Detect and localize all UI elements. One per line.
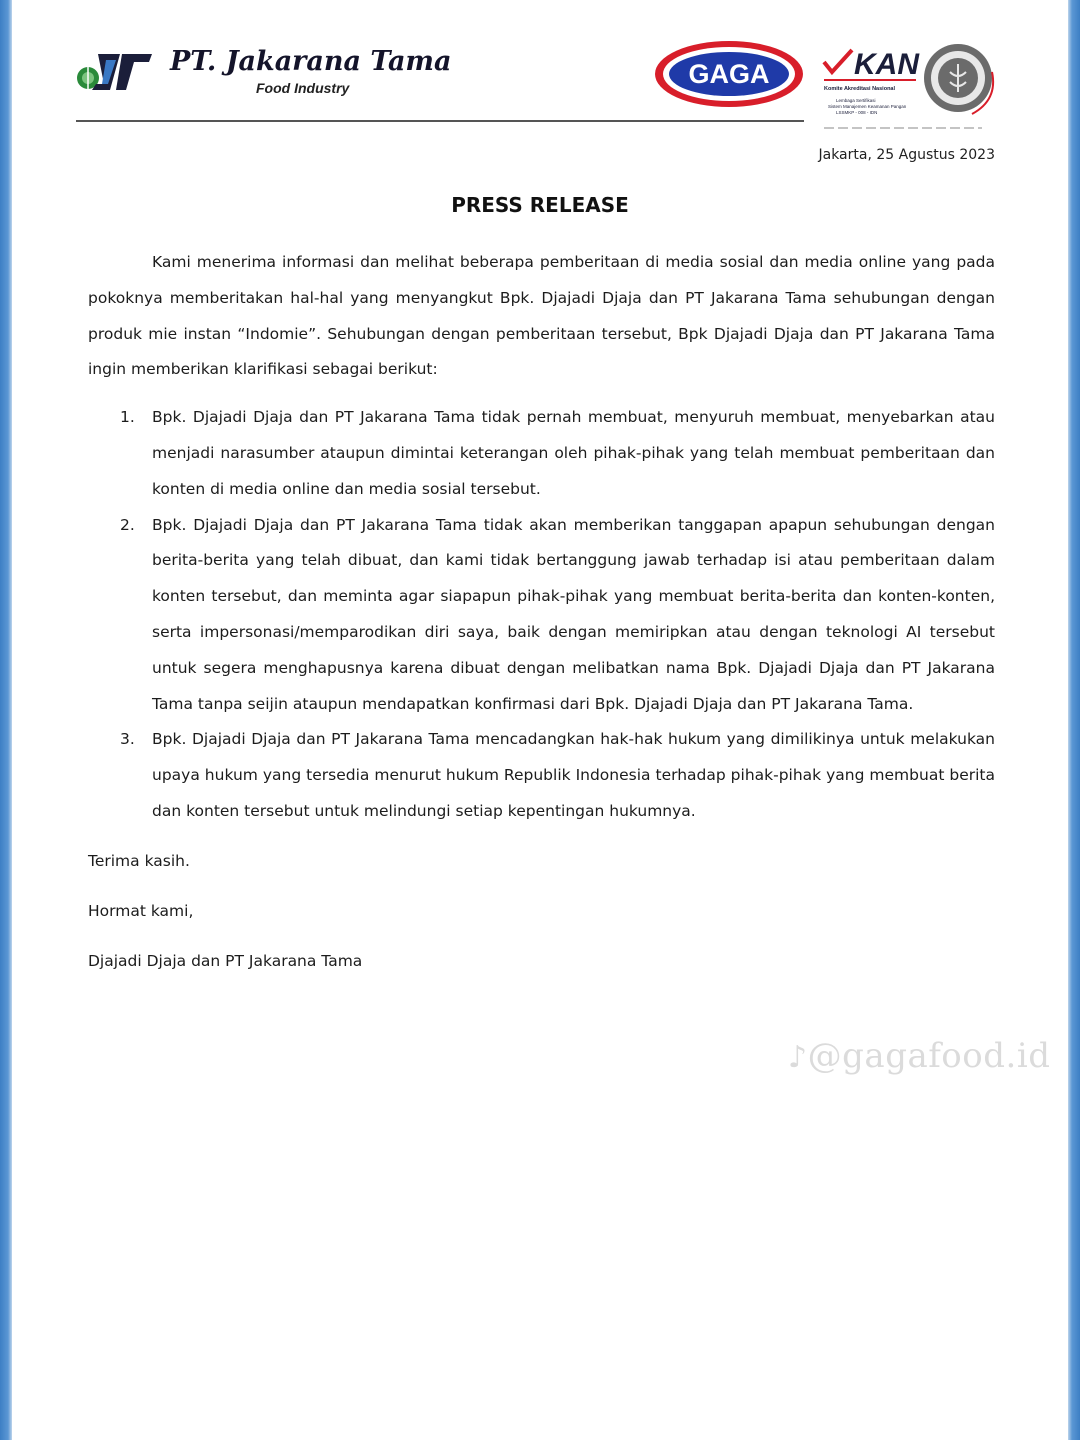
kan-certification-logo (822, 42, 1002, 134)
document-body (88, 245, 995, 830)
jakarana-tama-logo-icon (76, 48, 156, 96)
watermark-handle: @gagafood.id (807, 1036, 1051, 1076)
gaga-logo (652, 38, 806, 110)
letterhead-divider (76, 120, 804, 122)
list-item (88, 508, 995, 723)
list-item-number: 1. (120, 408, 135, 427)
list-item-number: 3. (120, 730, 135, 749)
watermark (788, 1036, 1050, 1076)
document-date: Jakarta, 25 Agustus 2023 (818, 147, 995, 163)
clarification-list (88, 400, 995, 830)
list-item-text: Bpk. Djajadi Djaja dan PT Jakarana Tama tidak pernah membuat, menyuruh membuat, menyebarkan atau menjadi narasumber ataupun dimintai keterangan oleh pihak-pihak yang telah membuat pemberitaan dan konten di media online dan media sosial tersebut. (152, 408, 995, 498)
closing-thanks: Terima kasih. (88, 852, 190, 870)
intro-paragraph: Kami menerima informasi dan melihat beberapa pemberitaan di media sosial dan media online yang pada pokoknya memberitakan hal-hal yang menyangkut Bpk. Djajadi Djaja dan PT Jakarana Tama sehubungan dengan produk mie instan “Indomie”. Sehubungan dengan pemberitaan tersebut, Bpk Djajadi Djaja dan PT Jakarana Tama ingin memberikan klarifikasi sebagai berikut: (88, 253, 995, 379)
kan-logo-text: KAN (854, 48, 919, 81)
kan-cert-line-2: Sistem Manajemen Keamanan Pangan (828, 104, 907, 109)
list-item-text: Bpk. Djajadi Djaja dan PT Jakarana Tama tidak akan memberikan tanggapan apapun sehubungan dengan berita-berita yang telah dibuat, dan kami tidak bertanggung jawab terhadap isi atau pemberitaan dalam konten tersebut, dan meminta agar siapapun pihak-pihak yang membuat berita-berita dan konten-konten, serta impersonasi/memparodikan diri saya, baik dengan memiripkan atau dengan teknologi AI tersebut untuk segera menghapusnya karena dibuat dengan melibatkan nama Bpk. Djajadi Djaja dan PT Jakarana Tama tanpa seijin ataupun mendapatkan konfirmasi dari Bpk. Djajadi Djaja dan PT Jakarana Tama. (152, 515, 995, 713)
list-item (88, 722, 995, 829)
kan-cert-line-1: Lembaga Sertifikasi (836, 98, 876, 103)
list-item-text: Bpk. Djajadi Djaja dan PT Jakarana Tama mencadangkan hak-hak hukum yang dimilikinya untuk melakukan upaya hukum yang tersedia menurut hukum Republik Indonesia terhadap pihak-pihak yang membuat berita dan konten tersebut untuk melindungi setiap kepentingan hukumnya. (152, 730, 995, 820)
gaga-logo-text: GAGA (688, 59, 770, 89)
letterhead (76, 38, 1006, 138)
company-subtitle: Food Industry (256, 80, 350, 96)
tiktok-icon: ♪ (788, 1040, 808, 1075)
closing-regards: Hormat kami, (88, 902, 194, 920)
company-name: PT. Jakarana Tama (170, 46, 452, 77)
list-item-number: 2. (120, 515, 135, 534)
signer-name: Djajadi Djaja dan PT Jakarana Tama (88, 952, 363, 970)
kan-cert-line-3: LSSMKP - 008 - IDN (836, 110, 878, 115)
page-title: PRESS RELEASE (451, 193, 629, 217)
list-item (88, 400, 995, 507)
kan-subtitle: Komite Akreditasi Nasional (824, 86, 896, 92)
